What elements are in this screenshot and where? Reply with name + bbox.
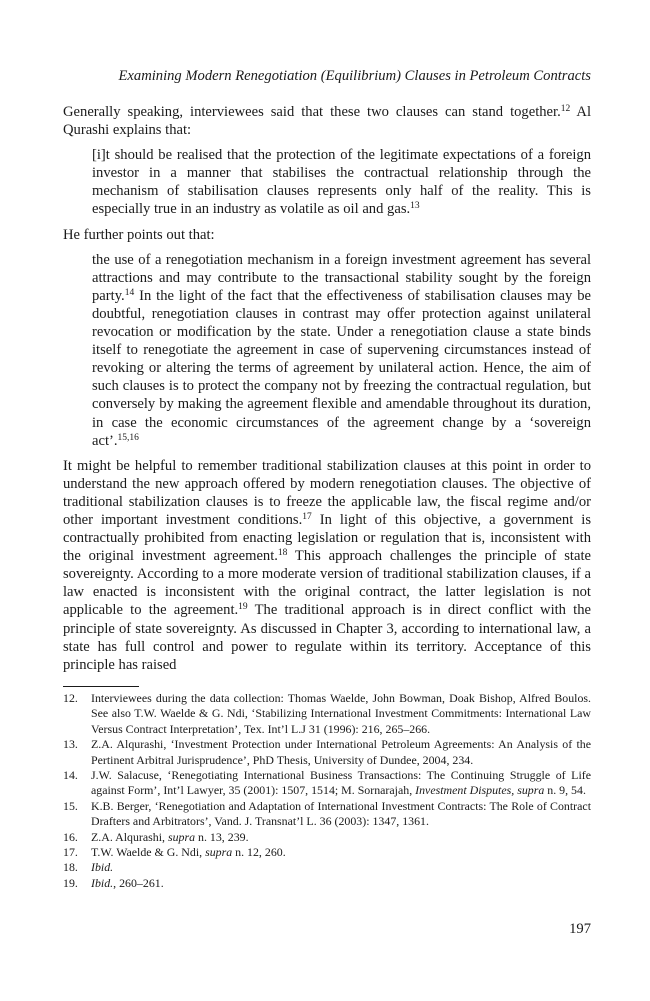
footnote-text: K.B. Berger, ‘Renegotiation and Adaptation of International Investment Contracts: The Role of Contract Drafters and Arbitrators’, Vand. J. Transnat’l L. 36 (2003): 1347, 1361.: [91, 798, 591, 829]
footnote-text-part: Z.A. Alqurashi,: [91, 829, 168, 844]
quote-2-text: the use of a renegotiation mechanism in a foreign investment agreement has several attractions and may contribute to the transactional stability sought by the foreign party.: [92, 251, 591, 304]
footnote-18: [63, 860, 591, 875]
quote-2-text-cont: In the light of the fact that the effectiveness of stabilisation clauses may be doubtful, renegotiation clauses in contrast may offer protection against unilateral revocation or modification by the state. Under a renegotiation clause a state binds itself to renegotiate the agreement in case of supervening circumstances instead of revoking or altering the terms of agreement by unilateral action. Hence, the aim of such clauses is to protect the company not by freezing the contractual regulation, but conversely by making the agreement flexible and amendable throughout its duration, in case the economic circumstances of the agreement change by a ‘sovereign act’.: [92, 287, 591, 449]
footnote-17: [63, 845, 591, 860]
footnote-ref-15-16[interactable]: 15,16: [117, 432, 139, 443]
footnote-15: [63, 799, 591, 830]
footnote-italic: Investment Disputes, supra: [415, 783, 545, 798]
footnote-text: [91, 845, 591, 860]
page-number: 197: [569, 921, 591, 937]
paragraph-3-text-d: The traditional approach is in direct conflict with the principle of state sovereignty. As discussed in Chapter 3, according to international law, a state has full control and power to regulate within its territory. Acceptance of this principle has raised: [63, 602, 592, 673]
footnote-italic: supra: [167, 829, 196, 844]
footnote-text-part: J.W. Salacuse, ‘Renegotiating International Business Transactions: The Continuing Struggle of Life against Form’, Int’l Lawyer, 35 (2001): 1507, 1514; M. Sornarajah,: [91, 768, 591, 798]
footnote-ref-18[interactable]: 18: [277, 548, 288, 559]
footnote-text: Interviewees during the data collection: Thomas Waelde, John Bowman, Doak Bishop, Alfred Boulos. See also T.W. Waelde & G. Ndi, ‘Stabilizing International Investment Commitments: International Law Versus Contract Interpretation’, Tex. Int’l L.J 31 (1996): 216, 265–266.: [91, 691, 591, 736]
running-head: Examining Modern Renegotiation (Equilibrium) Clauses in Petroleum Contracts: [118, 68, 591, 84]
footnote-12: [63, 691, 591, 737]
footnote-number: 13.: [63, 737, 78, 752]
footnote-text: [91, 768, 591, 799]
footnote-ref-13[interactable]: 13: [410, 201, 420, 212]
footnote-number: 19.: [63, 875, 78, 890]
footnote-14: [63, 768, 591, 799]
footnote-text-part: n. 9, 54.: [544, 783, 586, 798]
footnote-number: 14.: [63, 768, 78, 783]
paragraph-1-text-cont: Al Qurashi explains that:: [63, 104, 592, 139]
footnotes: [63, 691, 591, 891]
footnote-italic: Ibid.: [91, 875, 114, 890]
paragraph-3-text-c: This approach challenges the principle of state sovereignty. According to a more moderate version of traditional stabilization clauses, if a law enacted is inconsistent with the original contract, the latter legislation is not applicable to the agreement.: [63, 548, 591, 619]
paragraph-2: He further points out that:: [63, 226, 215, 243]
footnote-number: 18.: [63, 860, 78, 875]
paragraph-3-text: It might be helpful to remember traditional stabilization clauses at this point in order to understand the new approach offered by modern renegotiation clauses. The objective of traditional stabilization clauses is to freeze the applicable law, the fiscal regime and/or other important investment conditions.: [63, 457, 591, 528]
footnote-divider: [63, 686, 139, 687]
footnote-number: 16.: [63, 829, 78, 844]
footnote-text-part: , 260–261.: [113, 875, 164, 890]
footnote-text-part: n. 12, 260.: [232, 845, 286, 860]
footnote-italic: supra: [205, 845, 233, 860]
footnote-number: 12.: [63, 691, 78, 705]
footnote-text: [91, 830, 591, 845]
quote-1-text: [i]t should be realised that the protection of the legitimate expectations of a foreign investor in a manner that stabilises the contractual relationship through the mechanism of stabilisation clauses represents only half of the reality. This is especially true in an industry as volatile as oil and gas.: [92, 147, 591, 218]
footnote-ref-19[interactable]: 19: [238, 602, 248, 613]
body-text: [63, 103, 591, 674]
footnote-19: [63, 876, 591, 891]
footnote-number: 15.: [63, 798, 78, 813]
paragraph-1-text: Generally speaking, interviewees said that these two clauses can stand together.: [63, 104, 561, 120]
footnote-text: [91, 860, 591, 875]
footnote-number: 17.: [63, 845, 78, 860]
footnote-text: Z.A. Alqurashi, ‘Investment Protection under International Petroleum Agreements: An Analysis of the Pertinent Arbitral Jurisprudence’, PhD Thesis, University of Dundee, 2004, 234.: [91, 737, 591, 767]
paragraph-3: [63, 457, 591, 674]
footnote-italic: Ibid.: [91, 860, 114, 875]
footnote-13: [63, 737, 591, 768]
footnote-ref-17[interactable]: 17: [302, 511, 312, 522]
block-quote-2: [92, 251, 591, 450]
block-quote-1: [92, 146, 591, 218]
footnote-text: [91, 876, 591, 891]
footnote-text-part: n. 13, 239.: [195, 829, 249, 844]
paragraph-1: [63, 103, 591, 139]
footnote-16: [63, 830, 591, 845]
footnote-ref-14[interactable]: 14: [124, 287, 135, 298]
paragraph-3-text-b: In light of this objective, a government is contractually prohibited from enacting legislation or regulation that is, inconsistent with the original investment agreement.: [63, 511, 591, 565]
footnote-ref-12[interactable]: 12: [560, 104, 571, 114]
footnote-text-part: T.W. Waelde & G. Ndi,: [91, 845, 206, 860]
